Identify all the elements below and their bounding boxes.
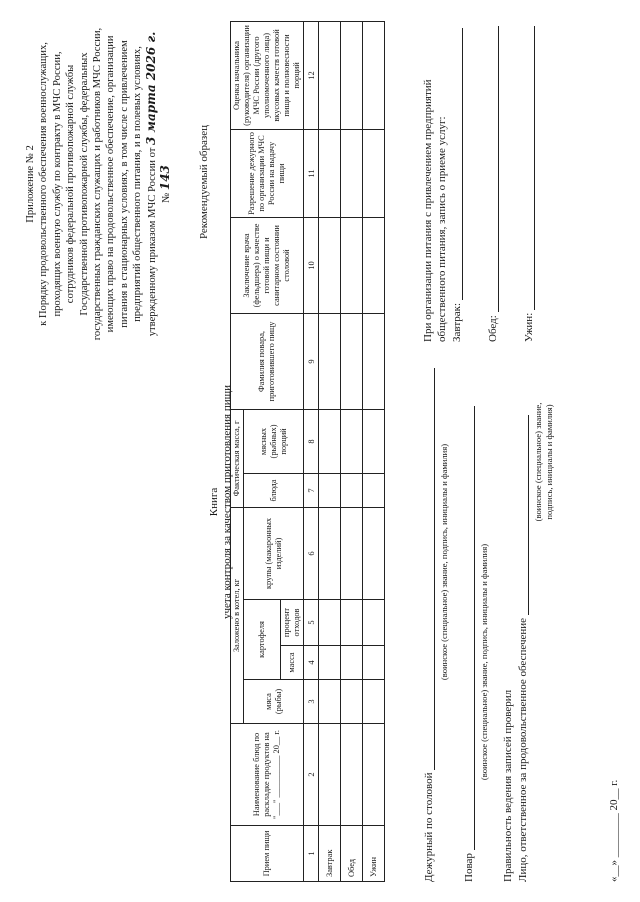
table-cell[interactable] bbox=[319, 646, 341, 680]
table-cell[interactable] bbox=[363, 680, 385, 724]
responsible-label: Лицо, ответственное за продовольственное обеспечение bbox=[517, 617, 529, 882]
column-number: 5 bbox=[304, 600, 319, 646]
table-cell[interactable] bbox=[319, 600, 341, 646]
column-number: 3 bbox=[304, 680, 319, 724]
table-cell[interactable] bbox=[341, 724, 363, 826]
appendix-line: питания в стационарных условиях, в том числе с привлечением bbox=[118, 40, 130, 328]
column-number: 6 bbox=[304, 507, 319, 599]
services-heading-2: общественного питания, запись о приеме услуг: bbox=[436, 116, 448, 342]
cook-label: Повар bbox=[463, 853, 475, 882]
column-number-row bbox=[304, 21, 319, 881]
header-meat: мяса (рыбы) bbox=[244, 680, 304, 724]
header-waste-pct: процент отходов bbox=[281, 600, 304, 646]
appendix-line: проходящих военную службу по контракту в МЧС России, bbox=[51, 51, 63, 317]
table-cell[interactable] bbox=[341, 409, 363, 473]
dinner-line bbox=[522, 26, 535, 342]
table-cell[interactable] bbox=[363, 129, 385, 217]
table-cell[interactable] bbox=[363, 646, 385, 680]
column-number: 4 bbox=[304, 646, 319, 680]
table-cell[interactable] bbox=[319, 473, 341, 507]
appendix-line: Приложение № 2 bbox=[25, 145, 36, 223]
column-number: 1 bbox=[304, 826, 319, 882]
table-cell[interactable] bbox=[341, 21, 363, 129]
header-potatoes: картофеля bbox=[244, 600, 281, 680]
quality-control-table bbox=[230, 21, 385, 882]
table-cell[interactable] bbox=[319, 507, 341, 599]
services-heading-1: При организации питания с привлечением предприятий bbox=[422, 79, 434, 342]
header-actual-mass: Фактическая масса, г bbox=[231, 409, 244, 507]
header-cook: Фамилия повара, приготовившего пищу bbox=[231, 313, 304, 409]
appendix-line: к Порядку продовольственного обеспечения военнослужащих, bbox=[38, 42, 50, 326]
header-placed: Заложено в котел, кг bbox=[231, 507, 244, 723]
appendix-line: Государственной противопожарной службы, федеральных bbox=[78, 52, 90, 316]
cook-signature-field[interactable] bbox=[462, 406, 475, 850]
header-meal: Прием пищи bbox=[231, 826, 304, 882]
meal-label: Завтрак bbox=[319, 826, 341, 882]
order-number-handwritten: 143 bbox=[158, 165, 173, 191]
table-cell[interactable] bbox=[341, 129, 363, 217]
header-dish-name: Наименование блюд по раскладке продуктов на "___" __________ 20__ г. bbox=[231, 724, 304, 826]
column-number: 12 bbox=[304, 21, 319, 129]
appendix-block bbox=[24, 26, 173, 342]
column-number: 2 bbox=[304, 724, 319, 826]
table-cell[interactable] bbox=[363, 217, 385, 313]
appendix-line: имеющих право на продовольственное обеспечение, организации bbox=[105, 35, 117, 333]
check-line: Правильность ведения записей проверил bbox=[502, 689, 514, 882]
column-number: 11 bbox=[304, 129, 319, 217]
table-row bbox=[319, 21, 341, 881]
duty-officer-label: Дежурный по столовой bbox=[423, 772, 435, 882]
header-cereals: крупы (макаронных изделий) bbox=[244, 507, 304, 599]
responsible-line bbox=[516, 415, 529, 882]
table-cell[interactable] bbox=[363, 473, 385, 507]
table-cell[interactable] bbox=[341, 646, 363, 680]
meal-label: Ужин bbox=[363, 826, 385, 882]
cook-line bbox=[462, 406, 475, 882]
table-cell[interactable] bbox=[363, 600, 385, 646]
header-mass: масса bbox=[281, 646, 304, 680]
header-row bbox=[231, 21, 244, 881]
responsible-hint-2: подпись, инициалы и фамилия) bbox=[544, 404, 554, 520]
table-cell[interactable] bbox=[363, 409, 385, 473]
table-cell[interactable] bbox=[363, 313, 385, 409]
duty-officer-line bbox=[422, 368, 435, 882]
responsible-hint-1: (воинское (специальное) звание, bbox=[533, 402, 543, 522]
table-cell[interactable] bbox=[341, 217, 363, 313]
duty-officer-signature-field[interactable] bbox=[422, 368, 435, 770]
table-cell[interactable] bbox=[341, 507, 363, 599]
header-doctor: Заключение врача (фельдшера) о качестве готовой пищи и санитарном состоянии столовой bbox=[231, 217, 304, 313]
table-cell[interactable] bbox=[319, 21, 341, 129]
table-cell[interactable] bbox=[341, 600, 363, 646]
cook-hint: (воинское (специальное) звание, подпись, инициалы и фамилия) bbox=[479, 543, 489, 781]
header-head-rating: Оценка начальника (руководителя) организации МЧС России (другого уполномоченного лица) вкусовых качеств готовой пищи и полновесности порций bbox=[231, 21, 304, 129]
appendix-line: государственных гражданских служащих и работников МЧС России, bbox=[92, 27, 104, 341]
table-cell[interactable] bbox=[341, 680, 363, 724]
table-cell[interactable] bbox=[363, 724, 385, 826]
duty-officer-hint: (воинское (специальное) звание, подпись, инициалы и фамилия) bbox=[439, 443, 449, 681]
lunch-line bbox=[486, 26, 499, 342]
header-meat-portions: мясных (рыбных) порций bbox=[244, 409, 304, 473]
recommended-sample-label: Рекомендуемый образец bbox=[198, 124, 210, 240]
header-dishes: блюда bbox=[244, 473, 304, 507]
table-cell[interactable] bbox=[341, 473, 363, 507]
header-permission: Разрешение дежурного по организации МЧС России на выдачу пищи bbox=[231, 129, 304, 217]
table-cell[interactable] bbox=[319, 680, 341, 724]
meal-label: Обед bbox=[341, 826, 363, 882]
responsible-signature-field[interactable] bbox=[516, 415, 529, 615]
column-number: 10 bbox=[304, 217, 319, 313]
table-row bbox=[341, 21, 363, 881]
title-line-1: Книга bbox=[208, 487, 220, 517]
date-line: «__» ________ 20__ г. bbox=[608, 779, 620, 882]
table-cell[interactable] bbox=[363, 507, 385, 599]
column-number: 8 bbox=[304, 409, 319, 473]
breakfast-line bbox=[450, 28, 463, 342]
dinner-field[interactable] bbox=[522, 26, 535, 310]
order-prefix: утвержденному приказом МЧС России от bbox=[146, 147, 158, 337]
breakfast-label: Завтрак: bbox=[451, 302, 463, 342]
order-date-handwritten: 3 марта 2026 г. bbox=[143, 31, 158, 145]
order-line bbox=[145, 26, 174, 342]
appendix-line: сотрудников федеральной противопожарной службы bbox=[65, 64, 77, 304]
dinner-label: Ужин: bbox=[523, 312, 535, 342]
table-cell[interactable] bbox=[319, 409, 341, 473]
table-cell[interactable] bbox=[319, 129, 341, 217]
table-cell[interactable] bbox=[363, 21, 385, 129]
column-number: 7 bbox=[304, 473, 319, 507]
lunch-label: Обед: bbox=[487, 315, 499, 342]
table-cell[interactable] bbox=[319, 724, 341, 826]
table-row bbox=[363, 21, 385, 881]
title-line-2: учета контроля за качеством приготовления пищи bbox=[221, 385, 233, 620]
table-cell[interactable] bbox=[319, 217, 341, 313]
order-number-prefix: № bbox=[161, 192, 173, 203]
appendix-line: предприятий общественного питания, и в полевых условиях, bbox=[132, 46, 144, 322]
lunch-field[interactable] bbox=[486, 26, 499, 312]
breakfast-field[interactable] bbox=[450, 28, 463, 300]
table-cell[interactable] bbox=[319, 313, 341, 409]
table-cell[interactable] bbox=[341, 313, 363, 409]
column-number: 9 bbox=[304, 313, 319, 409]
